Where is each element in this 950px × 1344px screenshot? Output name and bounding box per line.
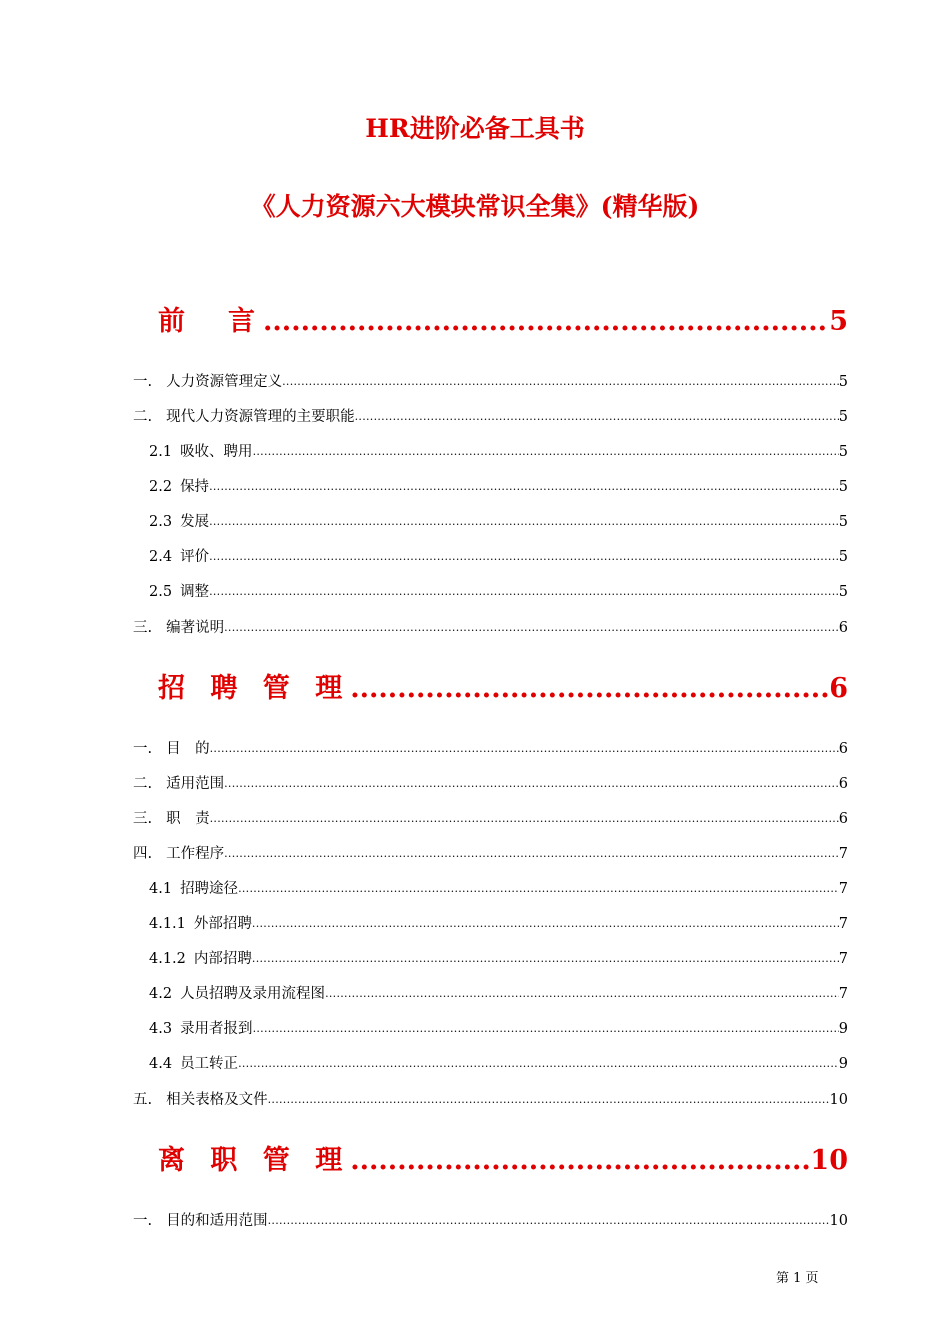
toc-entry-text: 吸收、聘用 xyxy=(180,444,253,460)
toc-entry[interactable] xyxy=(149,984,848,1004)
toc-section-page: 10 xyxy=(810,1145,848,1176)
toc-entry-page: 7 xyxy=(838,986,848,1002)
document-subtitle: 《人力资源六大模块常识全集》(精华版) xyxy=(250,192,700,221)
toc-entry[interactable] xyxy=(149,547,848,567)
toc-entry[interactable] xyxy=(149,879,848,899)
toc-entry-number: 四. xyxy=(133,846,153,862)
toc-entry[interactable] xyxy=(133,844,848,864)
toc-entry[interactable] xyxy=(133,372,848,392)
toc-entry-page: 6 xyxy=(838,811,848,827)
toc-dot-leader xyxy=(252,914,839,934)
toc-entry[interactable] xyxy=(133,774,848,794)
toc-dot-leader xyxy=(355,407,839,427)
toc-entry-number: 4.1.2 xyxy=(149,951,186,967)
toc-entry[interactable] xyxy=(149,949,848,969)
toc-dot-leader xyxy=(268,1090,830,1110)
toc-entry-text: 适用范围 xyxy=(166,776,225,792)
toc-entry-text: 现代人力资源管理的主要职能 xyxy=(166,409,355,425)
toc-dot-leader xyxy=(253,442,839,462)
toc-entry-text: 外部招聘 xyxy=(193,916,252,932)
toc-entry-text: 目 的 xyxy=(166,741,210,757)
toc-entry-page: 9 xyxy=(838,1021,848,1037)
toc-dot-leader xyxy=(224,844,839,864)
toc-section-label: 离 职 管 理 xyxy=(158,1145,351,1176)
toc-entry-number: 4.1.1 xyxy=(149,916,186,932)
toc-entry-text: 目的和适用范围 xyxy=(166,1213,268,1229)
toc-dot-leader xyxy=(209,582,839,602)
toc-dot-leader xyxy=(350,671,829,707)
page-number-footer: 第 1 页 xyxy=(776,1271,819,1286)
toc-entry-number: 2.5 xyxy=(149,584,173,600)
toc-dot-leader xyxy=(224,618,839,638)
toc-entry[interactable] xyxy=(149,512,848,532)
toc-entry-page: 6 xyxy=(838,620,848,636)
toc-entry-text: 相关表格及文件 xyxy=(166,1092,268,1108)
toc-entry-number: 五. xyxy=(133,1092,153,1108)
toc-entry-page: 5 xyxy=(838,409,848,425)
toc-section-page: 5 xyxy=(829,306,848,337)
toc-dot-leader xyxy=(253,1019,839,1039)
toc-section-recruitment[interactable] xyxy=(158,667,848,707)
toc-dot-leader xyxy=(238,1054,839,1074)
toc-entry-page: 5 xyxy=(838,584,848,600)
toc-entry-page: 7 xyxy=(838,951,848,967)
toc-section-label: 招 聘 管 理 xyxy=(158,673,351,704)
toc-entry-text: 人员招聘及录用流程图 xyxy=(180,986,326,1002)
toc-entry[interactable] xyxy=(149,477,848,497)
toc-entry-number: 一. xyxy=(133,741,153,757)
toc-entry-text: 评价 xyxy=(180,549,210,565)
toc-entry-number: 三. xyxy=(133,620,153,636)
toc-entry-number: 一. xyxy=(133,374,153,390)
toc-entry-page: 10 xyxy=(829,1092,848,1108)
toc-entry-text: 调整 xyxy=(180,584,210,600)
toc-entry[interactable] xyxy=(133,739,848,759)
toc-entry[interactable] xyxy=(149,914,848,934)
toc-entry-text: 录用者报到 xyxy=(180,1021,253,1037)
toc-entry[interactable] xyxy=(149,1019,848,1039)
toc-dot-leader xyxy=(224,774,839,794)
toc-entry-number: 4.4 xyxy=(149,1056,173,1072)
toc-entry-number: 4.2 xyxy=(149,986,173,1002)
toc-entry-text: 内部招聘 xyxy=(193,951,252,967)
toc-dot-leader xyxy=(263,304,829,340)
toc-entry[interactable] xyxy=(133,1090,848,1110)
toc-dot-leader xyxy=(252,949,839,969)
toc-entry-number: 4.1 xyxy=(149,881,173,897)
toc-entry[interactable] xyxy=(133,1211,848,1231)
toc-entry-text: 编著说明 xyxy=(166,620,225,636)
toc-dot-leader xyxy=(210,809,839,829)
toc-entry[interactable] xyxy=(149,442,848,462)
toc-entry-text: 招聘途径 xyxy=(180,881,239,897)
toc-entry-page: 5 xyxy=(838,514,848,530)
toc-entry-page: 6 xyxy=(838,741,848,757)
toc-entry-page: 5 xyxy=(838,444,848,460)
toc-entry-text: 员工转正 xyxy=(180,1056,239,1072)
toc-entry-number: 4.3 xyxy=(149,1021,173,1037)
document-title: HR进阶必备工具书 xyxy=(365,114,585,143)
toc-entry[interactable] xyxy=(133,809,848,829)
toc-entry-page: 9 xyxy=(838,1056,848,1072)
toc-entry-number: 2.4 xyxy=(149,549,173,565)
toc-dot-leader xyxy=(209,512,839,532)
toc-entry-number: 2.3 xyxy=(149,514,173,530)
toc-entry-number: 一. xyxy=(133,1213,153,1229)
toc-entry[interactable] xyxy=(133,407,848,427)
toc-section-preface[interactable] xyxy=(158,300,848,340)
toc-entry[interactable] xyxy=(149,1054,848,1074)
toc-entry-number: 2.1 xyxy=(149,444,173,460)
toc-entry-number: 二. xyxy=(133,776,153,792)
toc-section-page: 6 xyxy=(829,673,848,704)
toc-entry-page: 10 xyxy=(829,1213,848,1229)
toc-entry-page: 6 xyxy=(838,776,848,792)
toc-dot-leader xyxy=(350,1143,810,1179)
toc-entry-text: 工作程序 xyxy=(166,846,225,862)
toc-dot-leader xyxy=(209,477,839,497)
toc-entry-text: 保持 xyxy=(180,479,210,495)
toc-entry-page: 7 xyxy=(838,881,848,897)
toc-dot-leader xyxy=(238,879,839,899)
toc-dot-leader xyxy=(209,547,839,567)
toc-entry-number: 2.2 xyxy=(149,479,173,495)
toc-entry-page: 5 xyxy=(838,374,848,390)
toc-entry-number: 二. xyxy=(133,409,153,425)
toc-entry[interactable] xyxy=(133,618,848,638)
toc-entry[interactable] xyxy=(149,582,848,602)
toc-section-resignation[interactable] xyxy=(158,1139,848,1179)
toc-entry-page: 5 xyxy=(838,549,848,565)
toc-entry-page: 5 xyxy=(838,479,848,495)
toc-dot-leader xyxy=(325,984,839,1004)
toc-entry-number: 三. xyxy=(133,811,153,827)
toc-section-label: 前 言 xyxy=(158,306,263,337)
toc-dot-leader xyxy=(210,739,839,759)
toc-dot-leader xyxy=(268,1211,830,1231)
toc-dot-leader xyxy=(282,372,839,392)
toc-entry-text: 职 责 xyxy=(166,811,210,827)
toc-entry-text: 发展 xyxy=(180,514,210,530)
toc-entry-page: 7 xyxy=(838,916,848,932)
toc-entry-page: 7 xyxy=(838,846,848,862)
toc-entry-text: 人力资源管理定义 xyxy=(166,374,283,390)
